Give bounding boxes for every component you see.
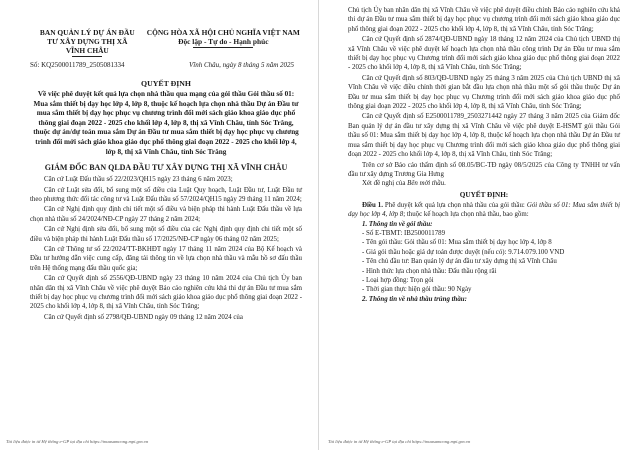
legal-basis-item: Căn cứ Quyết định số 803/QĐ-UBND ngày 25 tháng 3 năm 2025 của Chủ tịch UBND thị xã Vĩnh Châu về việc điều chỉnh thời gian bắt đầu lựa chọn nhà thầu một số gói thầu thuộc Dự án Đầu tư mua sắm thiết bị dạy học phục vụ Chương trình đổi mới sách giáo khoa giáo dục phổ thông giai đoạn 2022 - 2025 cho khối lớp 4, lớp 8, thị xã Vĩnh Châu, tỉnh Sóc Trăng; bbox=[348, 74, 620, 111]
request-line: Xét đề nghị của Bên mời thầu. bbox=[362, 180, 446, 188]
legal-basis-item: Căn cứ Quyết định số 2556/QĐ-UBND ngày 23 tháng 10 năm 2024 của Chủ tịch Ủy ban nhân dân thị xã Vĩnh Châu về việc phê duyệt Báo cáo nghiên cứu khả thi dự án Đầu tư mua sắm thiết bị dạy học phục vụ chương trình đổi mới sách giáo khoa giáo dục phổ thông giai đoạn 2022 - 2025 cho khối lớp 4, lớp 8, thị xã Vĩnh Châu, tỉnh Sóc Trăng; bbox=[30, 275, 302, 311]
list-item: - Giá gói thầu hoặc giá dự toán được duyệt (nếu có): 9.714.079.100 VND bbox=[362, 248, 565, 256]
issuing-authority: GIÁM ĐỐC BAN QLDA ĐẦU TƯ XÂY DỰNG THỊ XÃ VĨNH CHÂU bbox=[44, 163, 288, 173]
legal-basis-left bbox=[30, 175, 302, 322]
page-footer: Tài liệu được in từ Hệ thống e-GP tại địa chỉ https://muasamcong.mpi.gov.vn bbox=[328, 439, 471, 444]
legal-basis-item: Căn cứ Luật Đấu thầu số 22/2023/QH15 ngày 23 tháng 6 năm 2023; bbox=[44, 176, 233, 184]
legal-basis-item: Căn cứ Quyết định số E2500011789_2503271442 ngày 27 tháng 3 năm 2025 của Giám đốc Ban quản lý dự án đầu tư xây dựng thị xã Vĩnh Châu về việc phê duyệt E-HSMT gói thầu Gói thầu số 01: Mua sắm thiết bị dạy học lớp 4, lớp 8, thuộc kế hoạch lựa chọn nhà thầu Dự án Đầu tư mua sắm thiết bị dạy học phục vụ Chương trình đổi mới sách giáo khoa giáo dục phổ thông giai đoạn 2022 - 2025 cho khối lớp 4, lớp 8, thị xã Vĩnh Châu, tỉnh Sóc Trăng; bbox=[348, 113, 620, 159]
article-1: Điều 1. Phê duyệt kết quả lựa chọn nhà thầu của gói thầu: Gói thầu số 01: Mua sắm thiết bị dạy học lớp 4, lớp 8; thuộc kế hoạch lựa chọn nhà thầu, bao gồm: bbox=[348, 201, 620, 219]
document-header bbox=[30, 28, 302, 57]
national-motto: CỘNG HÒA XÃ HỘI CHỦ NGHĨA VIỆT NAM Độc lập - Tự do - Hạnh phúc bbox=[146, 28, 300, 46]
legal-basis-item: Trên cơ sở Báo cáo thẩm định số 08.05/BC-TĐ ngày 08/5/2025 của Công ty TNHH tư vấn đầu tư xây dựng Trương Gia Hưng bbox=[348, 161, 620, 178]
list-item: - Loại hợp đồng: Trọn gói bbox=[362, 276, 434, 284]
document-number: Số: KQ2500011789_2505081334 bbox=[30, 61, 125, 69]
document-date: Vĩnh Châu, ngày 8 tháng 5 năm 2025 bbox=[189, 61, 294, 69]
list-item: - Tên gói thầu: Gói thầu số 01: Mua sắm thiết bị dạy học lớp 4, lớp 8 bbox=[362, 239, 552, 247]
section-package-info: 1. Thông tin về gói thầu: bbox=[362, 220, 433, 228]
agency-underline bbox=[72, 56, 102, 57]
motto-underline bbox=[193, 47, 253, 48]
document-subject: Về việc phê duyệt kết quả lựa chọn nhà thầu qua mạng của gói thầu Gói thầu số 01: Mua sắm thiết bị dạy học lớp 4, lớp 8, thuộc kế hoạch lựa chọn nhà thầu Dự án Đầu tư mua sắm thiết bị dạy học phục vụ chương trình đổi mới sách giáo khoa giáo dục phổ thông giai đoạn 2022 - 2025 cho khối lớp 4, lớp 8, thị xã Vĩnh Châu, tỉnh Sóc Trăng, thuộc dự án/dự toán mua sắm Dự án Đầu tư mua sắm thiết bị dạy học phục vụ chương trình đổi mới sách giáo khoa giáo dục phổ thông giai đoạn 2022 - 2025 cho khối lớp 4, lớp 8, thị xã Vĩnh Châu, tỉnh Sóc Trăng bbox=[33, 90, 299, 156]
legal-basis-item: Căn cứ Nghị định sửa đổi, bổ sung một số điều của các Nghị định quy định chi tiết một số điều và biện pháp thi hành Luật Đấu thầu số 17/2025/NĐ-CP ngày 06 tháng 02 năm 2025; bbox=[30, 226, 302, 243]
document-title: QUYẾT ĐỊNH bbox=[141, 79, 191, 88]
legal-basis-item: Chủ tịch Ủy ban nhân dân thị xã Vĩnh Châu về việc phê duyệt điều chỉnh Báo cáo nghiên cứu khả thi dự án Đầu tư mua sắm thiết bị dạy học phục vụ chương trình đổi mới sách giáo khoa giáo dục phổ thông giai đoạn 2022 - 2025 cho khối lớp 4, lớp 8, thị xã Vĩnh Châu, tỉnh Sóc Trăng; bbox=[348, 7, 620, 33]
page-footer: Tài liệu được in từ Hệ thống e-GP tại địa chỉ https://muasamcong.mpi.gov.vn bbox=[6, 439, 149, 444]
legal-basis-item: Căn cứ Nghị định quy định chi tiết một số điều và biện pháp thi hành Luật Đấu thầu về lựa chọn nhà thầu số 24/2024/NĐ-CP ngày 27 tháng 2 năm 2024; bbox=[30, 206, 302, 223]
legal-basis-item: Căn cứ Quyết định số 2874/QĐ-UBND ngày 18 tháng 12 năm 2024 của Chủ tịch UBND thị xã Vĩnh Châu về việc phê duyệt kế hoạch lựa chọn nhà thầu công trình Dự án Đầu tư mua sắm thiết bị dạy học phục vụ Chương trình đổi mới sách giáo khoa giáo dục phổ thông giai đoạn 2022 - 2025 cho khối lớp 4, lớp 8, thị xã Vĩnh Châu, tỉnh Sóc Trăng; bbox=[348, 36, 620, 72]
list-item: - Hình thức lựa chọn nhà thầu: Đấu thầu rộng rãi bbox=[362, 267, 497, 275]
decision-heading: QUYẾT ĐỊNH: bbox=[459, 190, 509, 199]
legal-basis-item: Căn cứ Thông tư số 22/2024/TT-BKHĐT ngày 17 tháng 11 năm 2024 của Bộ Kế hoạch và Đầu tư hướng dẫn việc cung cấp, đăng tải thông tin về lựa chọn nhà thầu và mẫu hồ sơ đấu thầu trên Hệ thống mạng đấu thầu quốc gia; bbox=[30, 246, 302, 272]
issuing-agency: BAN QUẢN LÝ DỰ ÁN ĐẦU TƯ XÂY DỰNG THỊ XÃ VĨNH CHÂU bbox=[39, 28, 135, 55]
legal-basis-item: Căn cứ Quyết định số 2798/QĐ-UBND ngày 09 tháng 12 năm 2024 của bbox=[44, 313, 243, 321]
document-page-left bbox=[0, 0, 319, 450]
list-item: - Số E-TBMT: IB2500011789 bbox=[362, 229, 446, 237]
list-item: - Tên chủ đầu tư: Ban quản lý dự án đầu tư xây dựng thị xã Vĩnh Châu bbox=[362, 258, 557, 266]
document-page-right bbox=[322, 0, 640, 450]
legal-basis-item: Căn cứ Luật sửa đổi, bổ sung một số điều của Luật Quy hoạch, Luật Đầu tư, Luật Đầu tư theo phương thức đối tác công tư và Luật Đấu thầu số 57/2024/QH15 ngày 29 tháng 11 năm 2024; bbox=[30, 186, 302, 203]
section-winning-bidder: 2. Thông tin về nhà thầu trúng thầu: bbox=[362, 295, 467, 303]
list-item: - Thời gian thực hiện gói thầu: 90 Ngày bbox=[362, 286, 472, 294]
package-info-list bbox=[348, 229, 620, 295]
legal-basis-right bbox=[348, 6, 620, 179]
